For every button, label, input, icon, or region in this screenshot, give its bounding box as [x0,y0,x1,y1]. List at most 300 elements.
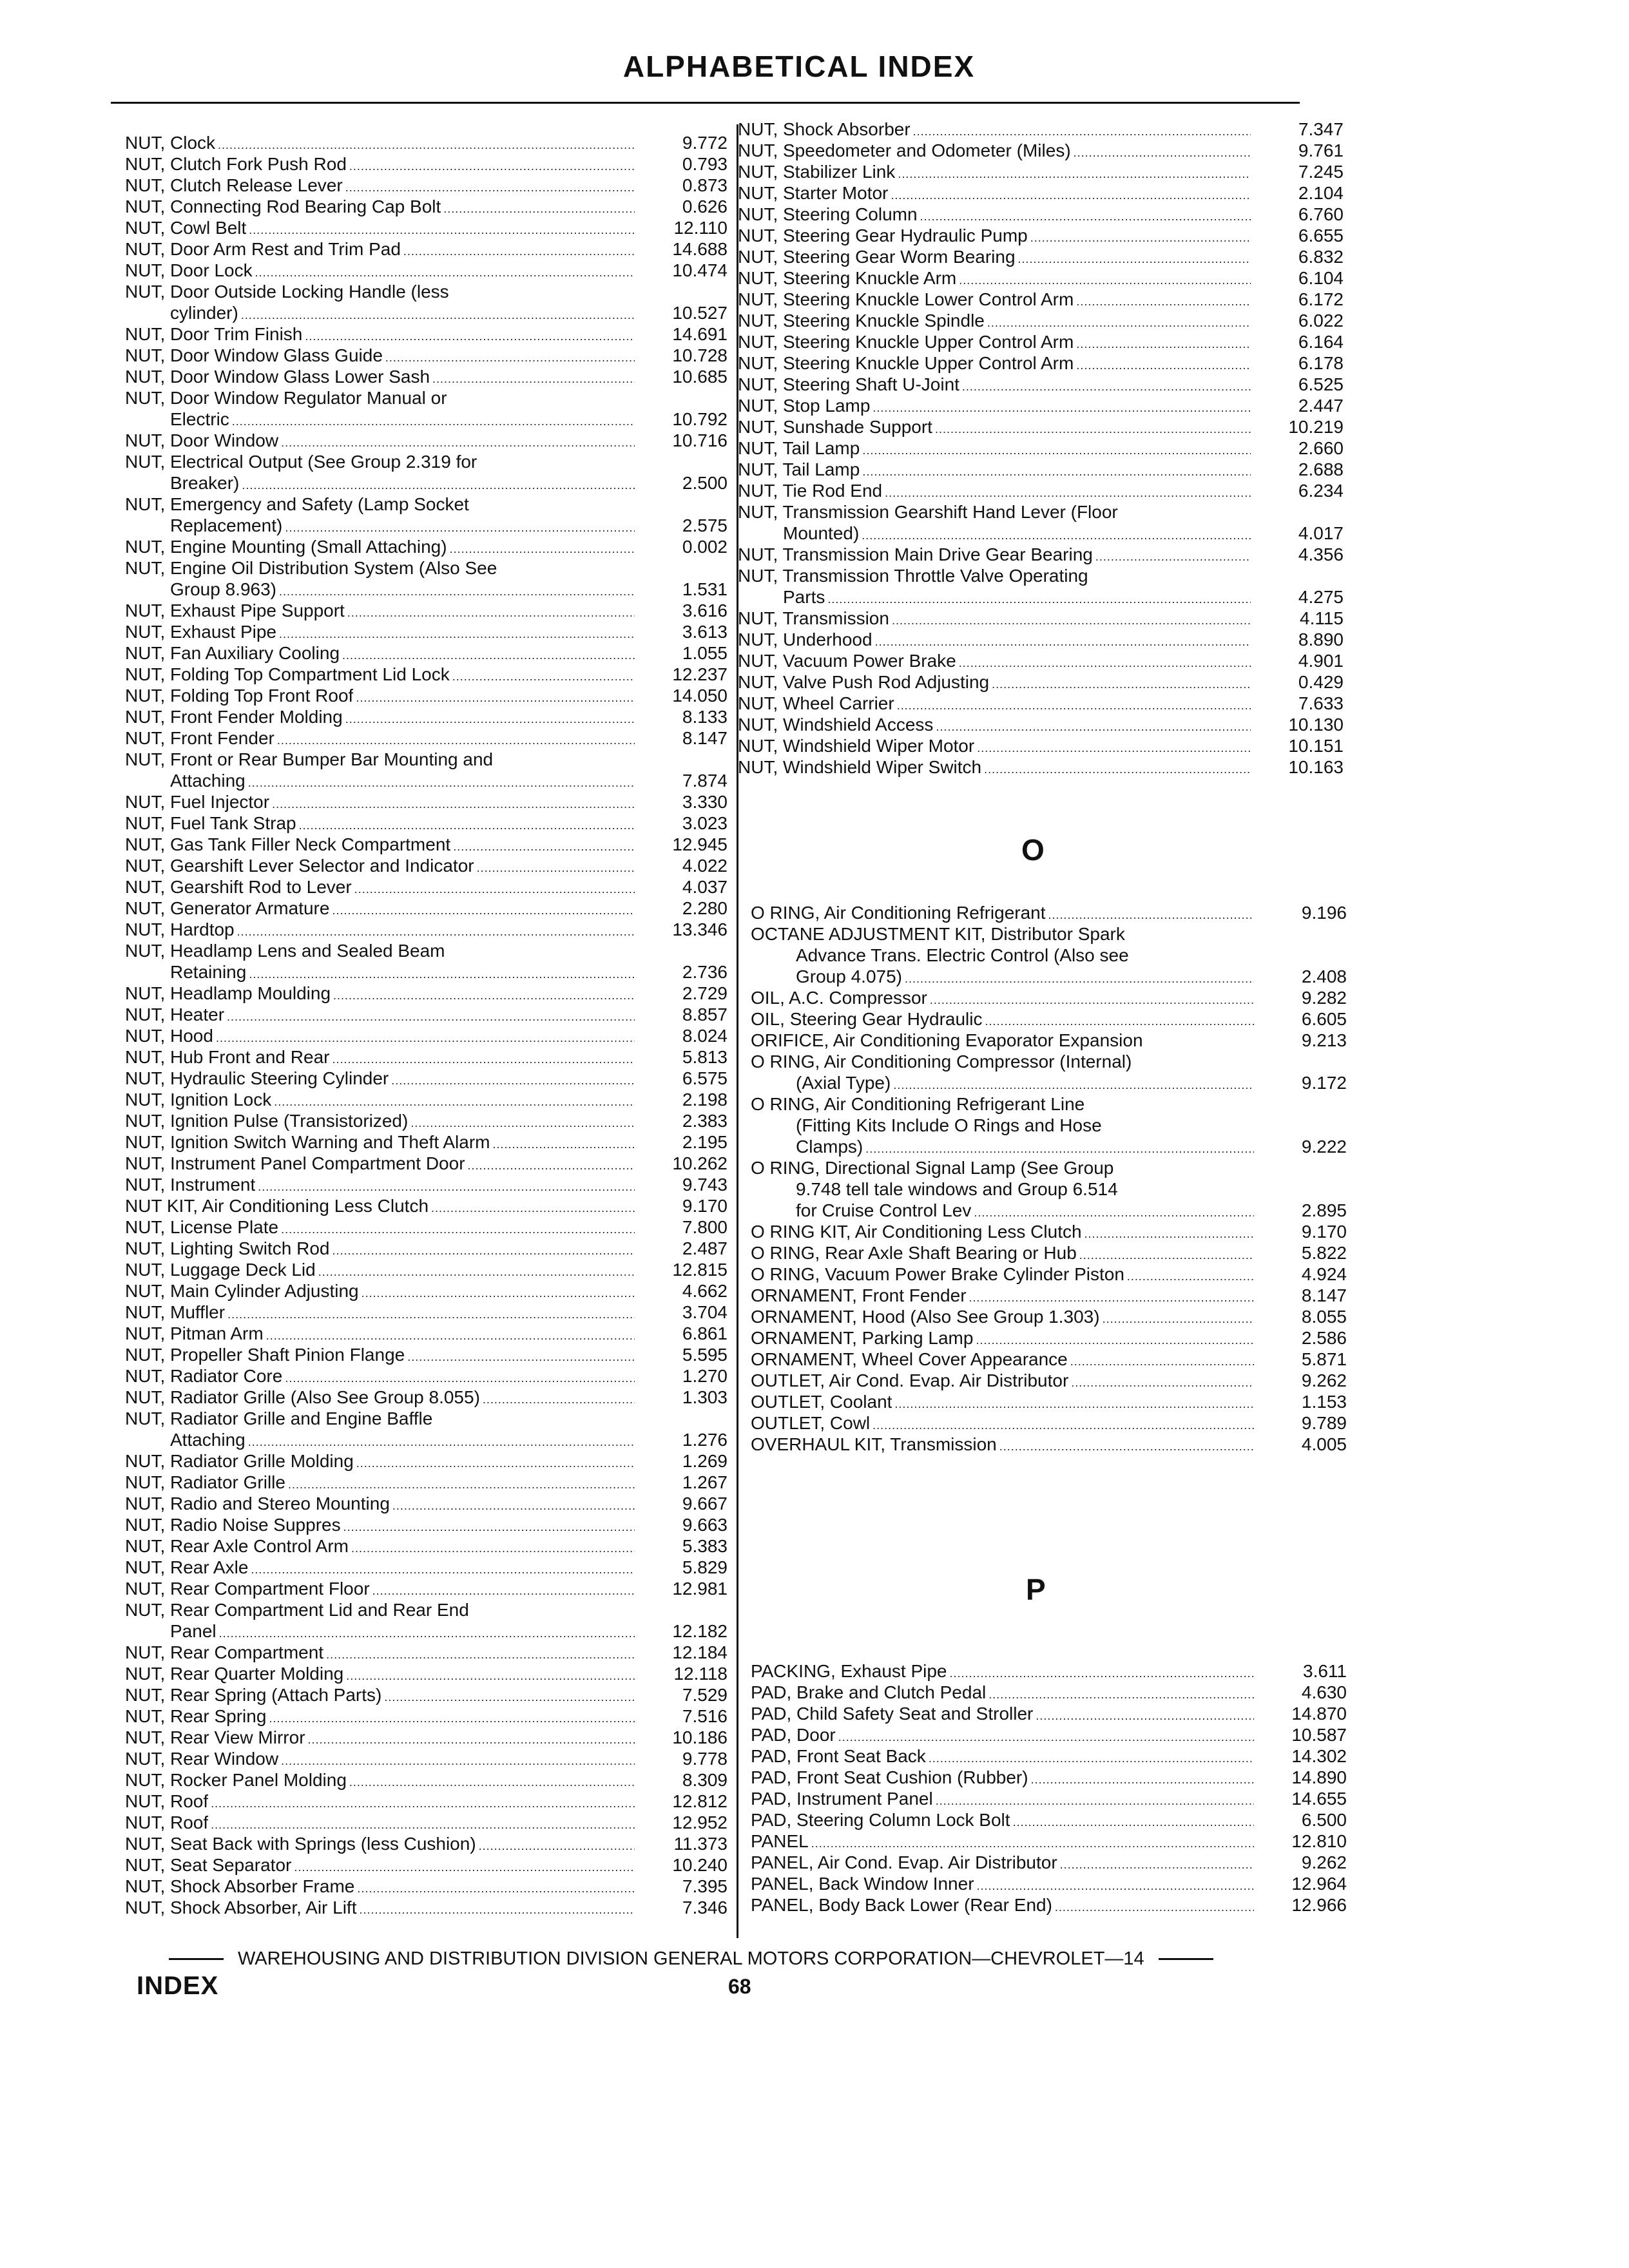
leader-dots [407,1347,635,1368]
index-entry [125,217,728,238]
entry-label: O RING, Vacuum Power Brake Cylinder Piston [751,1264,1124,1284]
entry-label: NUT, Steering Knuckle Spindle [738,311,985,331]
entry-label: NUT, Radiator Grille and Engine Baffle [125,1408,433,1428]
leader-dots [897,695,1251,716]
index-entry [125,1238,728,1259]
index-entry [125,1429,728,1450]
entry-label: NUT, Tail Lamp [738,438,860,458]
entry-label: NUT, Clock [125,133,216,153]
index-entry [738,289,1344,310]
index-entry [738,437,1344,459]
index-entry [751,1703,1347,1724]
entry-reference-number: 7.516 [682,1706,728,1726]
index-entry [751,1093,1347,1115]
entry-label: NUT, Fan Auxiliary Cooling [125,643,340,663]
leader-dots [950,1663,1255,1684]
entry-label: NUT, Front or Rear Bumper Bar Mounting and [125,749,494,769]
index-entry [738,544,1344,565]
index-entry [125,1599,728,1620]
entry-reference-number: 0.626 [682,197,728,216]
entry-reference-number: 14.870 [1291,1704,1347,1724]
index-entry [751,1008,1347,1030]
entry-reference-number: 12.237 [672,664,728,684]
entry-label: NUT, Headlamp Lens and Sealed Beam [125,941,445,961]
entry-label: NUT, Seat Back with Springs (less Cushion) [125,1834,476,1854]
index-entry [738,629,1344,650]
entry-reference-number: 2.729 [682,983,728,1003]
leader-dots [1031,1769,1254,1791]
entry-label: NUT, Rear Compartment Lid and Rear End [125,1600,469,1620]
entry-label: OUTLET, Cowl [751,1413,871,1433]
entry-reference-number: 3.023 [682,813,728,833]
entry-reference-number: 2.586 [1301,1328,1347,1348]
entry-reference-number: 8.024 [682,1026,728,1046]
entry-label: NUT, Door Lock [125,260,253,280]
leader-dots [892,610,1251,631]
leader-dots [1084,1224,1254,1245]
index-entry [125,515,728,536]
index-entry [738,140,1344,161]
index-entry [751,945,1347,966]
entry-reference-number: 6.022 [1298,311,1344,331]
entry-label: NUT, Wheel Carrier [738,693,894,713]
entry-label: NUT, Ignition Lock [125,1090,272,1110]
index-entry [125,1302,728,1323]
entry-reference-number: 7.347 [1298,119,1344,139]
entry-reference-number: 9.262 [1301,1370,1347,1390]
entry-reference-number: 1.270 [682,1366,728,1386]
index-entry [125,1089,728,1110]
entry-reference-number: 2.895 [1301,1200,1347,1220]
index-entry [751,1809,1347,1831]
index-entry [751,1136,1347,1157]
entry-label: Clamps) [796,1137,863,1157]
index-entry [125,1791,728,1812]
leader-dots [992,674,1251,695]
entry-label: PAD, Brake and Clutch Pedal [751,1682,987,1702]
index-entry [125,1110,728,1131]
entry-reference-number: 6.500 [1301,1810,1347,1830]
index-entry [738,650,1344,671]
entry-reference-number: 0.793 [682,154,728,174]
entry-label: NUT, Headlamp Moulding [125,983,331,1003]
entry-label: NUT, Tie Rod End [738,481,883,501]
entry-label: NUT, Hardtop [125,919,235,939]
index-entry [125,600,728,621]
entry-label: PANEL, Air Cond. Evap. Air Distributor [751,1852,1057,1872]
index-entry [125,175,728,196]
leader-dots [354,879,635,900]
entry-reference-number: 1.276 [682,1430,728,1450]
entry-reference-number: 4.017 [1298,523,1344,543]
entry-reference-number: 9.170 [682,1196,728,1216]
leader-dots [443,198,635,220]
index-entry [125,1408,728,1429]
entry-reference-number: 10.474 [672,260,728,280]
entry-label: NUT, Windshield Wiper Motor [738,736,975,756]
page-title: ALPHABETICAL INDEX [622,50,976,83]
entry-label: NUT, Radiator Grille Molding [125,1451,354,1471]
section-letter-p: P [1026,1573,1046,1606]
entry-label: NUT, Rear Compartment [125,1642,324,1662]
leader-dots [1060,1854,1254,1876]
leader-dots [492,1134,635,1155]
index-entry [751,1391,1347,1412]
entry-reference-number: 2.383 [682,1111,728,1131]
entry-reference-number: 4.275 [1298,587,1344,607]
entry-label: NUT, Roof [125,1791,209,1811]
entry-label: NUT, Rear View Mirror [125,1727,305,1747]
footer-dash-left [169,1958,224,1960]
entry-reference-number: 2.195 [682,1132,728,1152]
index-entry [125,749,728,770]
entry-label: NUT, Transmission Throttle Valve Operating [738,566,1088,586]
leader-dots [332,900,635,921]
entry-reference-number: 12.118 [673,1664,728,1684]
entry-reference-number: 8.857 [682,1004,728,1024]
index-entry [125,1833,728,1854]
index-entry [738,586,1344,608]
entry-label: NUT, Tail Lamp [738,459,860,479]
entry-label: OVERHAUL KIT, Transmission [751,1434,997,1454]
entry-reference-number: 10.151 [1288,736,1344,756]
leader-dots [272,794,635,815]
leader-dots [227,1006,635,1028]
index-entry [751,1200,1347,1221]
leader-dots [1018,249,1251,270]
entry-label: NUT, Stop Lamp [738,396,871,416]
index-entry [751,1242,1347,1264]
entry-reference-number: 5.813 [682,1047,728,1067]
index-entry [751,1327,1347,1349]
entry-label: NUT, Rear Spring [125,1706,267,1726]
entry-label: NUT, License Plate [125,1217,279,1237]
entry-reference-number: 2.447 [1298,396,1344,416]
entry-label: Attaching [170,1430,246,1450]
index-entry [125,812,728,834]
index-entry [751,1221,1347,1242]
index-column-left [125,132,728,1918]
index-entry [125,1663,728,1684]
leader-dots [905,968,1254,990]
entry-label: O RING, Air Conditioning Compressor (Internal) [751,1052,1132,1072]
entry-label: O RING, Air Conditioning Refrigerant Line [751,1094,1085,1114]
index-entry [125,1748,728,1769]
index-entry [125,898,728,919]
entry-reference-number: 12.815 [672,1260,728,1280]
entry-reference-number: 13.346 [672,919,728,939]
index-entry [125,260,728,281]
entry-label: NUT, Lighting Switch Rod [125,1238,330,1258]
entry-label: O RING, Rear Axle Shaft Bearing or Hub [751,1243,1077,1263]
entry-label: OIL, Steering Gear Hydraulic [751,1009,983,1029]
leader-dots [346,1666,635,1687]
entry-label: NUT, Valve Push Rod Adjusting [738,672,990,692]
leader-dots [349,156,635,177]
leader-dots [333,985,635,1006]
leader-dots [959,653,1251,674]
entry-label: NUT, Shock Absorber, Air Lift [125,1898,357,1917]
index-entry [125,1684,728,1706]
entry-reference-number: 9.778 [682,1749,728,1769]
index-entry [125,664,728,685]
leader-dots [936,716,1251,738]
entry-label: NUT, Steering Knuckle Arm [738,268,957,288]
entry-reference-number: 4.630 [1301,1682,1347,1702]
footer-line [169,1948,1322,1970]
entry-reference-number: 6.178 [1298,353,1344,373]
entry-label: NUT, Rear Window [125,1749,279,1769]
leader-dots [1036,1706,1254,1727]
entry-label: ORNAMENT, Wheel Cover Appearance [751,1349,1068,1369]
entry-reference-number: 7.529 [682,1685,728,1705]
index-entry [125,1153,728,1174]
title-rule [111,102,1300,104]
entry-reference-number: 3.613 [682,622,728,642]
entry-reference-number: 12.945 [672,834,728,854]
entry-reference-number: 9.789 [1301,1413,1347,1433]
entry-reference-number: 10.716 [672,430,728,450]
index-entry [125,345,728,366]
entry-label: NUT, Radiator Grille (Also See Group 8.055) [125,1387,480,1407]
entry-reference-number: 8.309 [682,1770,728,1790]
leader-dots [384,1687,635,1708]
index-entry [125,472,728,494]
entry-reference-number: 0.002 [682,537,728,557]
entry-label: NUT KIT, Air Conditioning Less Clutch [125,1196,429,1216]
entry-reference-number: 11.373 [673,1834,728,1854]
leader-dots [479,1836,635,1857]
index-entry [125,408,728,430]
leader-dots [349,1772,635,1793]
entry-reference-number: 7.800 [682,1217,728,1237]
entry-reference-number: 10.219 [1288,417,1344,437]
entry-label: OCTANE ADJUSTMENT KIT, Distributor Spark [751,924,1125,944]
entry-reference-number: 14.050 [672,686,728,706]
index-entry [751,1306,1347,1327]
entry-reference-number: 4.022 [682,856,728,876]
index-entry [751,1745,1347,1767]
leader-dots [343,1517,635,1538]
leader-dots [1074,142,1251,164]
entry-label: NUT, Rocker Panel Molding [125,1770,347,1790]
index-entry [125,1131,728,1153]
index-entry [125,387,728,408]
index-entry [751,1051,1347,1072]
entry-reference-number: 1.267 [682,1472,728,1492]
entry-reference-number: 7.395 [682,1876,728,1896]
leader-dots [345,709,635,730]
entry-label: NUT, Gearshift Rod to Lever [125,877,352,897]
index-entry [125,1706,728,1727]
entry-label: NUT, Gearshift Lever Selector and Indicator [125,856,474,876]
index-entry [738,161,1344,182]
entry-label: O RING, Air Conditioning Refrigerant [751,903,1046,923]
leader-dots [468,1155,635,1177]
entry-label: NUT, Rear Compartment Floor [125,1579,370,1599]
entry-label: Panel [170,1621,217,1641]
entry-label: for Cruise Control Lev [796,1200,972,1220]
entry-label: Group 8.963) [170,579,276,599]
entry-label: NUT, Folding Top Front Roof [125,686,354,706]
leader-dots [227,1304,635,1325]
entry-reference-number: 12.184 [672,1642,728,1662]
leader-dots [977,738,1251,759]
entry-label: ORNAMENT, Parking Lamp [751,1328,974,1348]
entry-label: NUT, Emergency and Safety (Lamp Socket [125,494,469,514]
entry-label: PAD, Front Seat Back [751,1746,926,1766]
entry-reference-number: 12.110 [673,218,728,238]
entry-reference-number: 6.172 [1298,289,1344,309]
entry-reference-number: 2.736 [682,962,728,982]
entry-label: NUT, Steering Column [738,204,918,224]
entry-reference-number: 9.196 [1301,903,1347,923]
index-entry [125,727,728,749]
entry-reference-number: 2.660 [1298,438,1344,458]
index-entry [751,1660,1347,1682]
entry-label: NUT, Hub Front and Rear [125,1047,330,1067]
leader-dots [1076,291,1251,312]
entry-label: NUT, Clutch Release Lever [125,175,343,195]
entry-label: NUT, Clutch Fork Push Rod [125,154,347,174]
index-entry [125,834,728,855]
entry-label: cylinder) [170,303,238,323]
entry-label: 9.748 tell tale windows and Group 6.514 [796,1179,1118,1199]
index-entry [125,1472,728,1493]
entry-reference-number: 2.408 [1301,966,1347,986]
entry-label: NUT, Steering Knuckle Upper Control Arm [738,353,1074,373]
entry-reference-number: 10.792 [672,409,728,429]
entry-label: NUT, Radiator Core [125,1366,283,1386]
entry-label: NUT, Luggage Deck Lid [125,1260,316,1280]
index-entry [751,1370,1347,1391]
index-entry [125,153,728,175]
index-entry [125,451,728,472]
index-entry [125,1897,728,1918]
index-entry [125,238,728,260]
entry-label: NUT, Steering Shaft U-Joint [738,374,959,394]
index-entry [738,608,1344,629]
footer-index-label: INDEX [137,1972,219,2000]
entry-label: NUT, Windshield Access [738,715,934,735]
entry-reference-number: 10.728 [672,345,728,365]
leader-dots [351,1538,635,1559]
entry-reference-number: 2.104 [1298,183,1344,203]
entry-label: NUT, Steering Knuckle Lower Control Arm [738,289,1074,309]
entry-reference-number: 6.164 [1298,332,1344,352]
entry-reference-number: 9.772 [682,133,728,153]
index-entry [738,395,1344,416]
index-entry [125,1514,728,1535]
index-entry [738,735,1344,756]
entry-label: PACKING, Exhaust Pipe [751,1661,947,1681]
index-entry [751,1852,1347,1873]
index-entry [738,501,1344,523]
entry-label: Group 4.075) [796,966,902,986]
index-entry [125,1344,728,1365]
index-entry [751,1873,1347,1894]
entry-label: NUT, Exhaust Pipe [125,622,276,642]
entry-reference-number: 6.575 [682,1068,728,1088]
index-entry [125,1195,728,1216]
index-entry [125,536,728,557]
entry-reference-number: 1.303 [682,1387,728,1407]
entry-label: OIL, A.C. Compressor [751,988,927,1008]
leader-dots [999,1436,1254,1457]
entry-label: PAD, Front Seat Cushion (Rubber) [751,1767,1028,1787]
entry-reference-number: 7.874 [682,771,728,791]
entry-label: NUT, Shock Absorber [738,119,911,139]
index-entry [738,331,1344,352]
entry-label: PAD, Steering Column Lock Bolt [751,1810,1010,1830]
index-entry [751,1831,1347,1852]
index-entry [125,1493,728,1514]
leader-dots [1071,1372,1254,1394]
leader-dots [392,1495,635,1517]
index-entry [751,1157,1347,1178]
index-entry [125,1642,728,1663]
entry-reference-number: 1.531 [682,579,728,599]
entry-reference-number: 10.130 [1288,715,1344,735]
index-entry [738,756,1344,778]
entry-reference-number: 9.170 [1301,1222,1347,1242]
entry-reference-number: 6.655 [1298,226,1344,245]
index-column-right [738,119,1344,778]
leader-dots [891,185,1251,206]
index-entry [125,983,728,1004]
entry-label: NUT, Electrical Output (See Group 2.319 for [125,452,477,472]
entry-label: (Axial Type) [796,1073,891,1093]
entry-label: NUT, Ignition Switch Warning and Theft Alarm [125,1132,490,1152]
entry-label: Electric [170,409,229,429]
entry-label: NUT, Shock Absorber Frame [125,1876,355,1896]
entry-label: NUT, Instrument Panel Compartment Door [125,1153,465,1173]
index-entry [125,791,728,812]
entry-label: NUT, Heater [125,1004,225,1024]
entry-reference-number: 12.182 [672,1621,728,1641]
index-entry [751,966,1347,987]
index-entry [125,855,728,876]
index-entry [125,323,728,345]
entry-reference-number: 7.346 [682,1898,728,1917]
entry-reference-number: 9.743 [682,1175,728,1195]
index-entry [738,416,1344,437]
entry-label: NUT, Cowl Belt [125,218,247,238]
entry-reference-number: 12.812 [672,1791,728,1811]
index-entry [125,770,728,791]
index-entry [125,196,728,217]
entry-reference-number: 9.282 [1301,988,1347,1008]
leader-dots [1070,1351,1254,1372]
index-entry [125,1578,728,1599]
index-entry [125,1025,728,1046]
index-entry [125,1876,728,1897]
index-entry [751,987,1347,1008]
entry-label: Retaining [170,962,247,982]
index-entry [125,557,728,579]
entry-reference-number: 3.611 [1303,1661,1347,1681]
leader-dots [248,773,635,794]
entry-label: NUT, Roof [125,1812,209,1832]
index-entry [738,204,1344,225]
entry-label: NUT, Folding Top Compartment Lid Lock [125,664,450,684]
entry-label: Attaching [170,771,246,791]
entry-reference-number: 1.055 [682,643,728,663]
entry-reference-number: 8.147 [682,728,728,748]
leader-dots [326,1644,635,1666]
entry-reference-number: 6.525 [1298,374,1344,394]
entry-label: NUT, Transmission [738,608,889,628]
